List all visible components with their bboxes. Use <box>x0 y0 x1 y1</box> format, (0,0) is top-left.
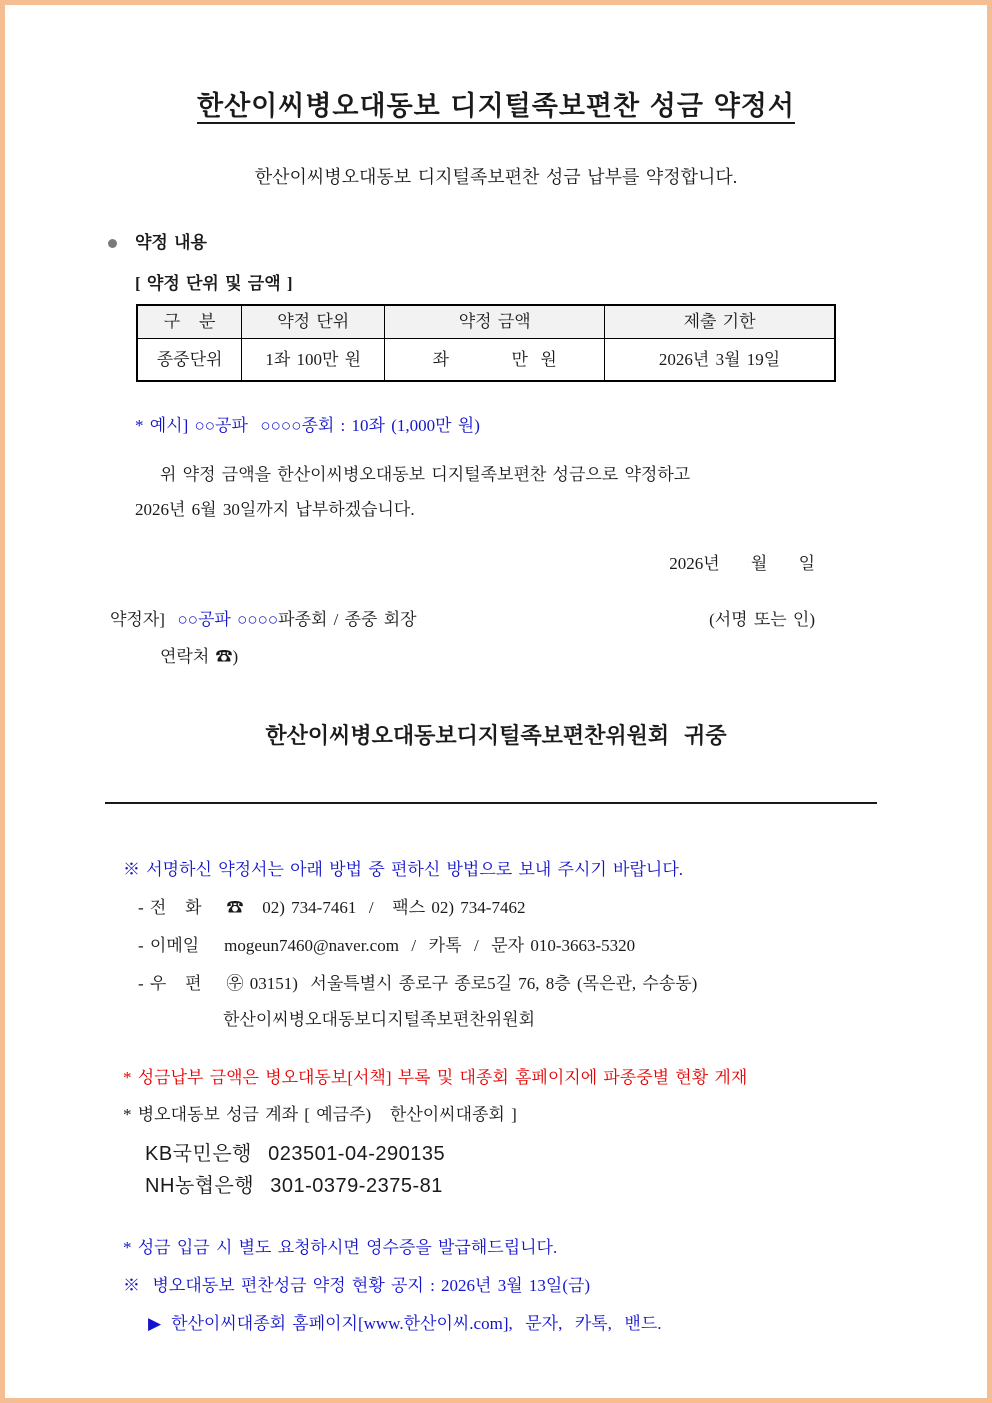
signer-label: 약정자] <box>110 610 178 629</box>
table-header-deadline: 제출 기한 <box>605 305 835 339</box>
bullet-icon <box>108 239 117 248</box>
table-header-unit: 약정 단위 <box>242 305 385 339</box>
channels-text: 한산이씨대종회 홈페이지[www.한산이씨.com], 문자, 카톡, 밴드. <box>171 1314 662 1333</box>
table-cell-amount: 좌 만 원 <box>385 339 605 382</box>
pledge-table <box>136 304 836 382</box>
mail-org-line: 한산이씨병오대동보디지털족보편찬위원회 <box>223 1010 536 1029</box>
email-line: - 이메일 mogeun7460@naver.com / 카톡 / 문자 010-3663-5320 <box>138 936 636 955</box>
bank-account-nh: NH농협은행 301-0379-2375-81 <box>145 1175 443 1197</box>
signer-group-placeholder: ○○공파 ○○○○ <box>177 610 279 629</box>
posting-note: * 성금납부 금액은 병오대동보[서책] 부록 및 대종회 홈페이지에 파종중별 현황 게재 <box>123 1068 748 1087</box>
document-title: 한산이씨병오대동보 디지털족보편찬 성금 약정서 <box>197 91 795 121</box>
send-method-note: ※ 서명하신 약정서는 아래 방법 중 편하신 방법으로 보내 주시기 바랍니다. <box>123 860 683 879</box>
table-row <box>137 339 835 382</box>
section-heading: 약정 내용 <box>135 233 207 252</box>
play-triangle-icon: ▶ <box>148 1314 162 1333</box>
table-header-amount: 약정 금액 <box>385 305 605 339</box>
table-header-category: 구 분 <box>137 305 242 339</box>
account-heading: * 병오대동보 성금 계좌 [ 예금주) 한산이씨대종회 ] <box>123 1105 517 1124</box>
signer-text <box>110 608 417 632</box>
document-subtitle: 한산이씨병오대동보 디지털족보편찬 성금 납부를 약정합니다. <box>254 167 738 187</box>
signer-line <box>110 608 987 632</box>
pledge-body-line2: 2026년 6월 30일까지 납부하겠습니다. <box>135 500 415 519</box>
receipt-note: * 성금 입금 시 별도 요청하시면 영수증을 발급해드립니다. <box>123 1238 558 1257</box>
pledge-document <box>5 87 987 1336</box>
table-caption: [ 약정 단위 및 금액 ] <box>135 274 293 293</box>
date-line: 2026년 월 일 <box>669 554 815 573</box>
example-note: * 예시] ○○공파 ○○○○종회 : 10좌 (1,000만 원) <box>135 416 480 435</box>
table-cell-deadline: 2026년 3월 19일 <box>605 339 835 382</box>
table-cell-category: 종중단위 <box>137 339 242 382</box>
mail-line: - 우 편 ㉾ 03151) 서울특별시 종로구 종로5길 76, 8층 (목은관, 수송동) <box>138 974 698 993</box>
table-header-row <box>137 305 835 339</box>
signer-title: 파종회 / 종중 회장 <box>278 610 417 629</box>
document-title-row <box>5 87 987 125</box>
channels-line <box>148 1312 987 1336</box>
contact-line: 연락처 ☎) <box>160 647 239 666</box>
table-cell-unit: 1좌 100만 원 <box>242 339 385 382</box>
bank-account-kb: KB국민은행 023501-04-290135 <box>145 1143 446 1165</box>
notice-line: ※ 병오대동보 편찬성금 약정 현황 공지 : 2026년 3월 13일(금) <box>123 1276 591 1295</box>
pledge-body-line1: 위 약정 금액을 한산이씨병오대동보 디지털족보편찬 성금으로 약정하고 <box>160 465 691 484</box>
section-agreement-content <box>108 231 987 255</box>
recipient-line: 한산이씨병오대동보디지털족보편찬위원회 귀중 <box>265 723 727 748</box>
phone-line: - 전 화 ☎ 02) 734-7461 / 팩스 02) 734-7462 <box>138 898 526 917</box>
horizontal-divider <box>105 802 877 804</box>
signature-note: (서명 또는 인) <box>709 610 815 629</box>
